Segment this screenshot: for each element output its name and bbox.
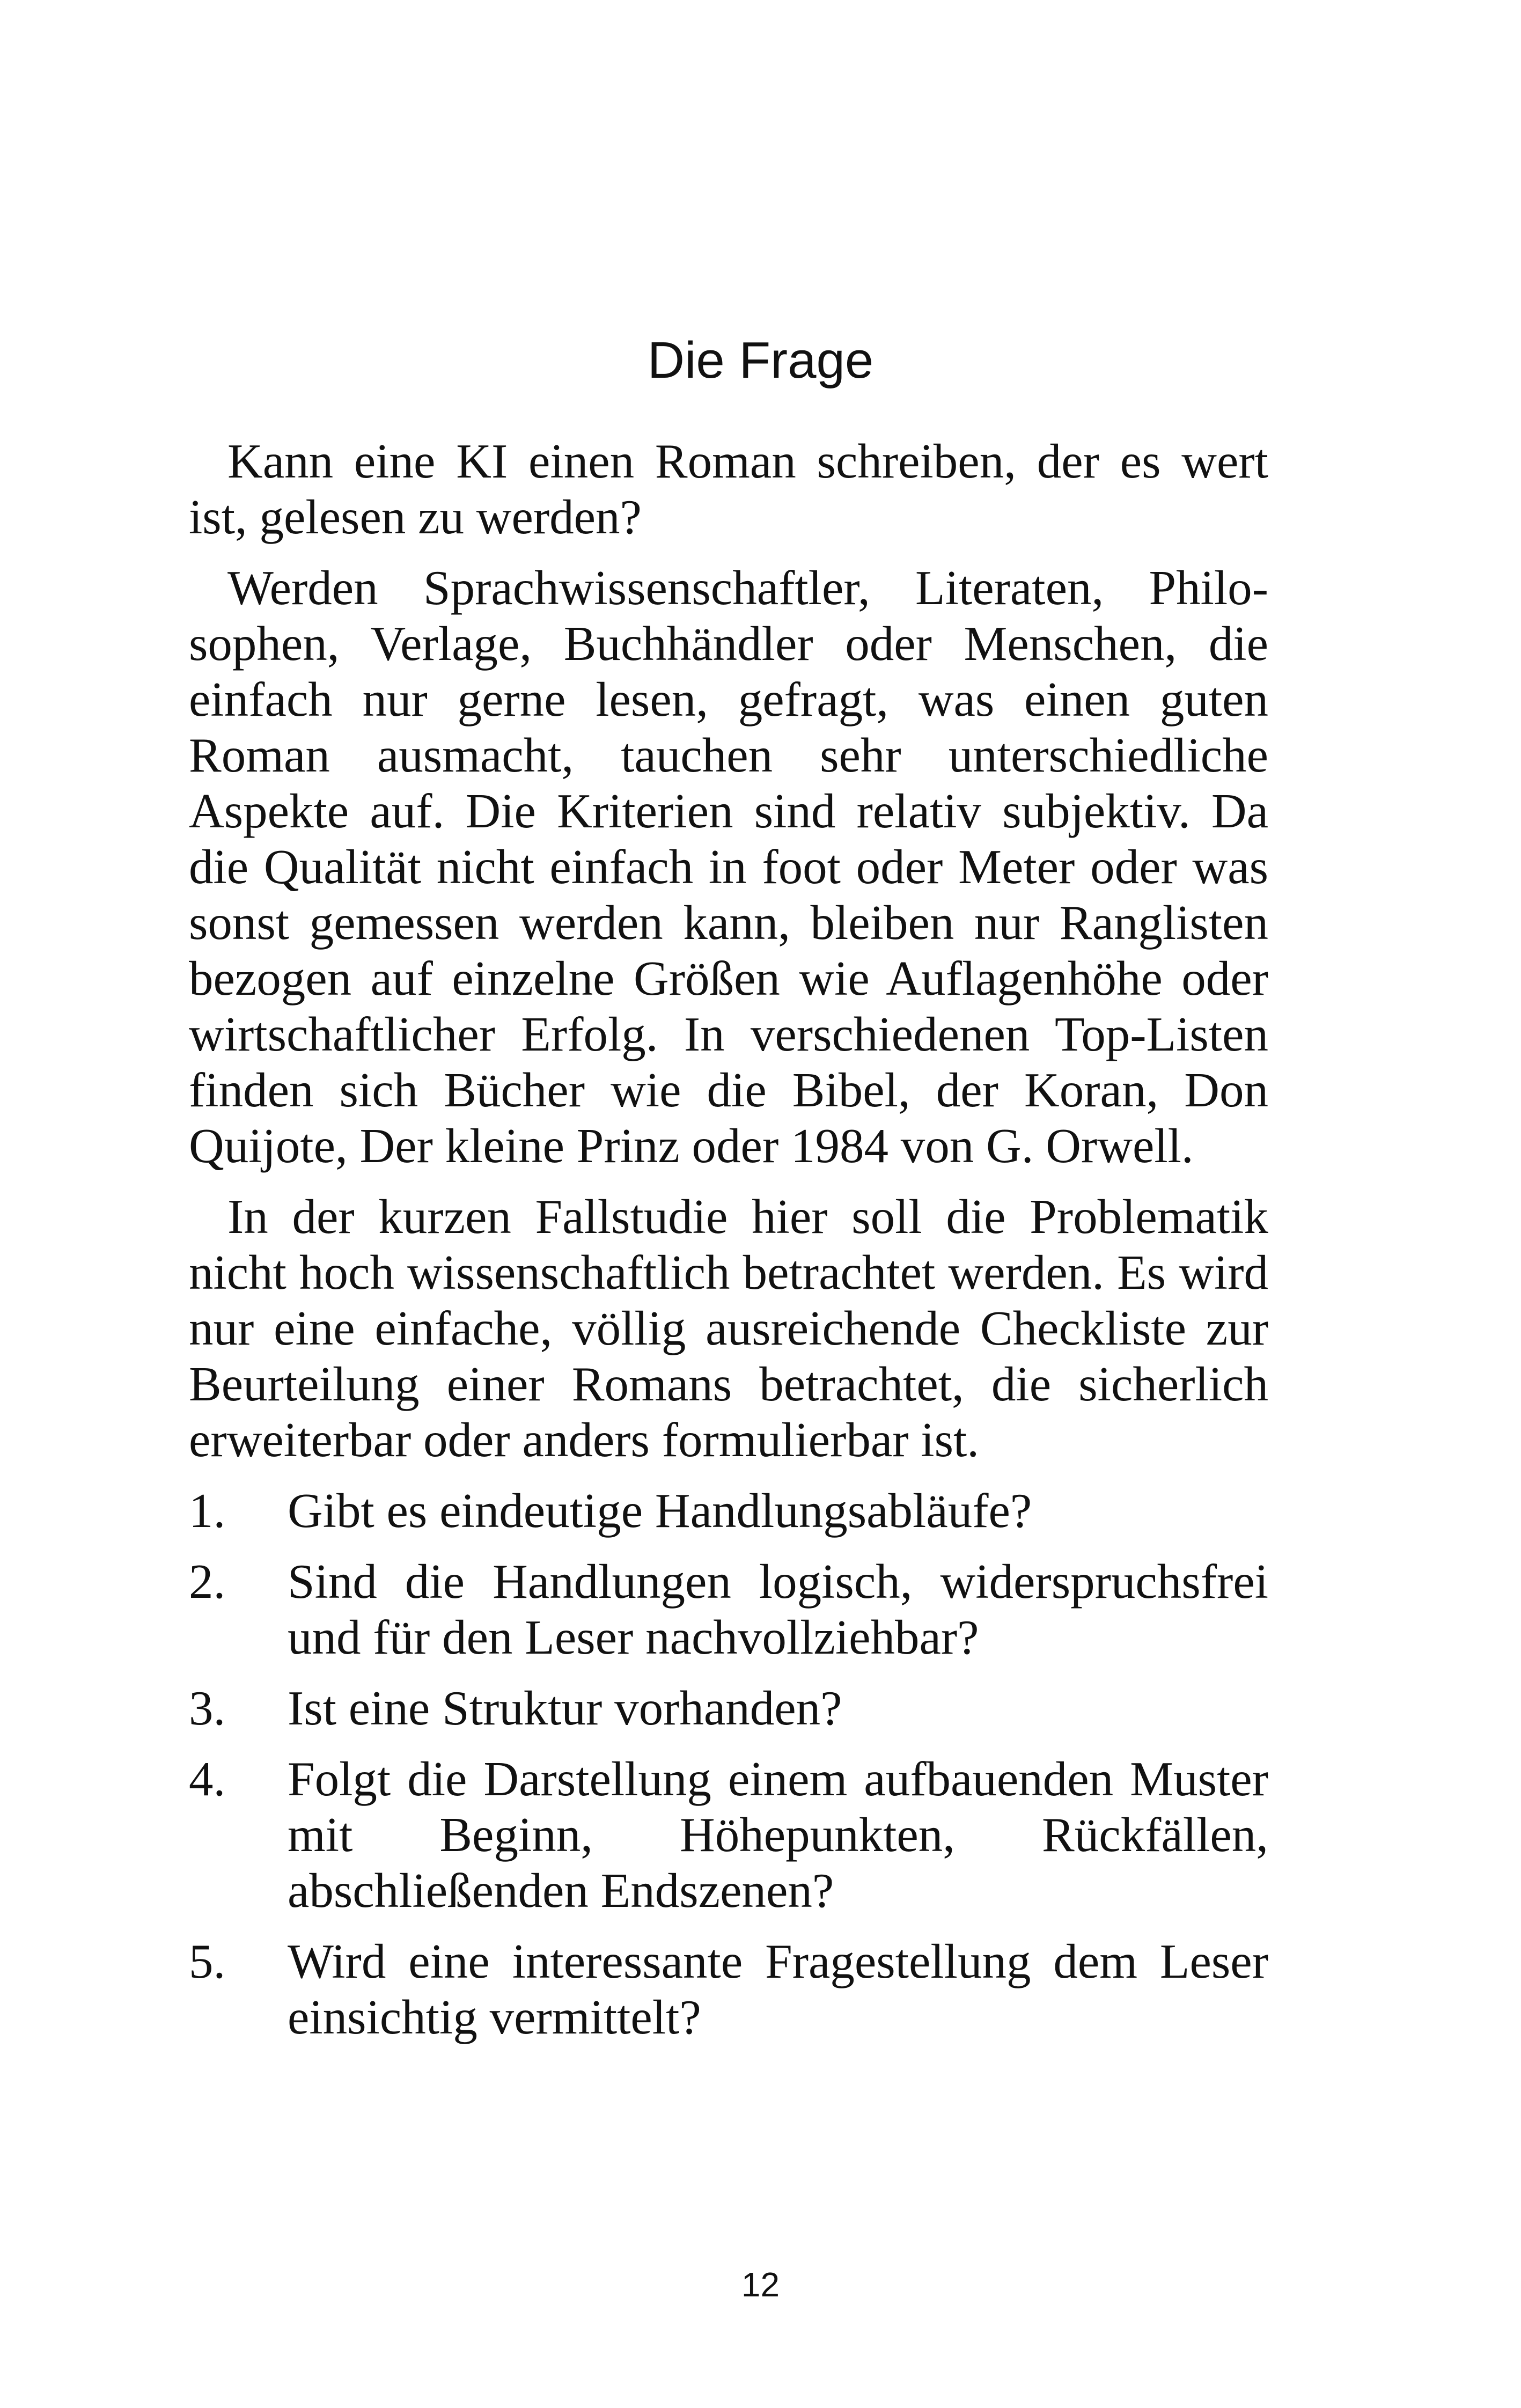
checklist-item	[189, 1751, 1268, 1919]
paragraph-intro-question: Kann eine KI einen Roman schreiben, der es wert ist, gelesen zu werden?	[189, 434, 1268, 544]
checklist	[189, 1483, 1268, 2045]
checklist-item-text: Folgt die Darstellung einem aufbauenden Muster mit Beginn, Höhepunkten, Rückfällen, abschließenden Endszenen?	[288, 1752, 1268, 1918]
paragraph-criteria: Werden Sprachwissenschaftler, Literaten, Philosophen, Verlage, Buchhändler oder Menschen, die einfach nur gerne lesen, gefragt, was einen guten Roman ausmacht, tauchen sehr unterschiedliche Aspekte auf. Die Kriterien sind relativ subjektiv. Da die Qualität nicht einfach in foot oder Meter oder was sonst gemessen werden kann, bleiben nur Ranglisten bezogen auf einzelne Größen wie Auflagenhöhe oder wirtschaftlicher Erfolg. In verschiedenen Top-Listen finden sich Bücher wie die Bibel, der Koran, Don Quijote, Der kleine Prinz oder 1984 von G. Orwell.	[189, 561, 1268, 1173]
checklist-item-text: Sind die Handlungen logisch, widerspruchsfrei und für den Leser nachvollziehbar?	[288, 1554, 1268, 1664]
checklist-item	[189, 1680, 1268, 1736]
checklist-item	[189, 1554, 1268, 1665]
checklist-item-number: 5.	[189, 1934, 226, 1988]
checklist-item-number: 4.	[189, 1752, 226, 1806]
checklist-item-number: 2.	[189, 1554, 226, 1609]
checklist-item	[189, 1934, 1268, 2045]
checklist-item-number: 1.	[189, 1484, 226, 1538]
paragraph-case-study: In der kurzen Fallstudie hier soll die Problematik nicht hoch wissenschaftlich betrachtet werden. Es wird nur eine einfache, völlig ausreichende Checkliste zur Beurteilung einer Romans betrachtet, die sicherlich erweiterbar oder anders formulierbar ist.	[189, 1190, 1268, 1467]
body-text	[189, 434, 1268, 2060]
checklist-item-text: Gibt es eindeutige Handlungsabläufe?	[288, 1484, 1032, 1538]
checklist-item	[189, 1483, 1268, 1539]
page-number: 12	[741, 2265, 780, 2304]
checklist-item-text: Ist eine Struktur vorhanden?	[288, 1681, 842, 1735]
chapter-heading: Die Frage	[647, 332, 874, 389]
checklist-item-text: Wird eine interessante Fragestellung dem Leser einsichtig vermittelt?	[288, 1934, 1268, 2044]
checklist-item-number: 3.	[189, 1681, 226, 1735]
